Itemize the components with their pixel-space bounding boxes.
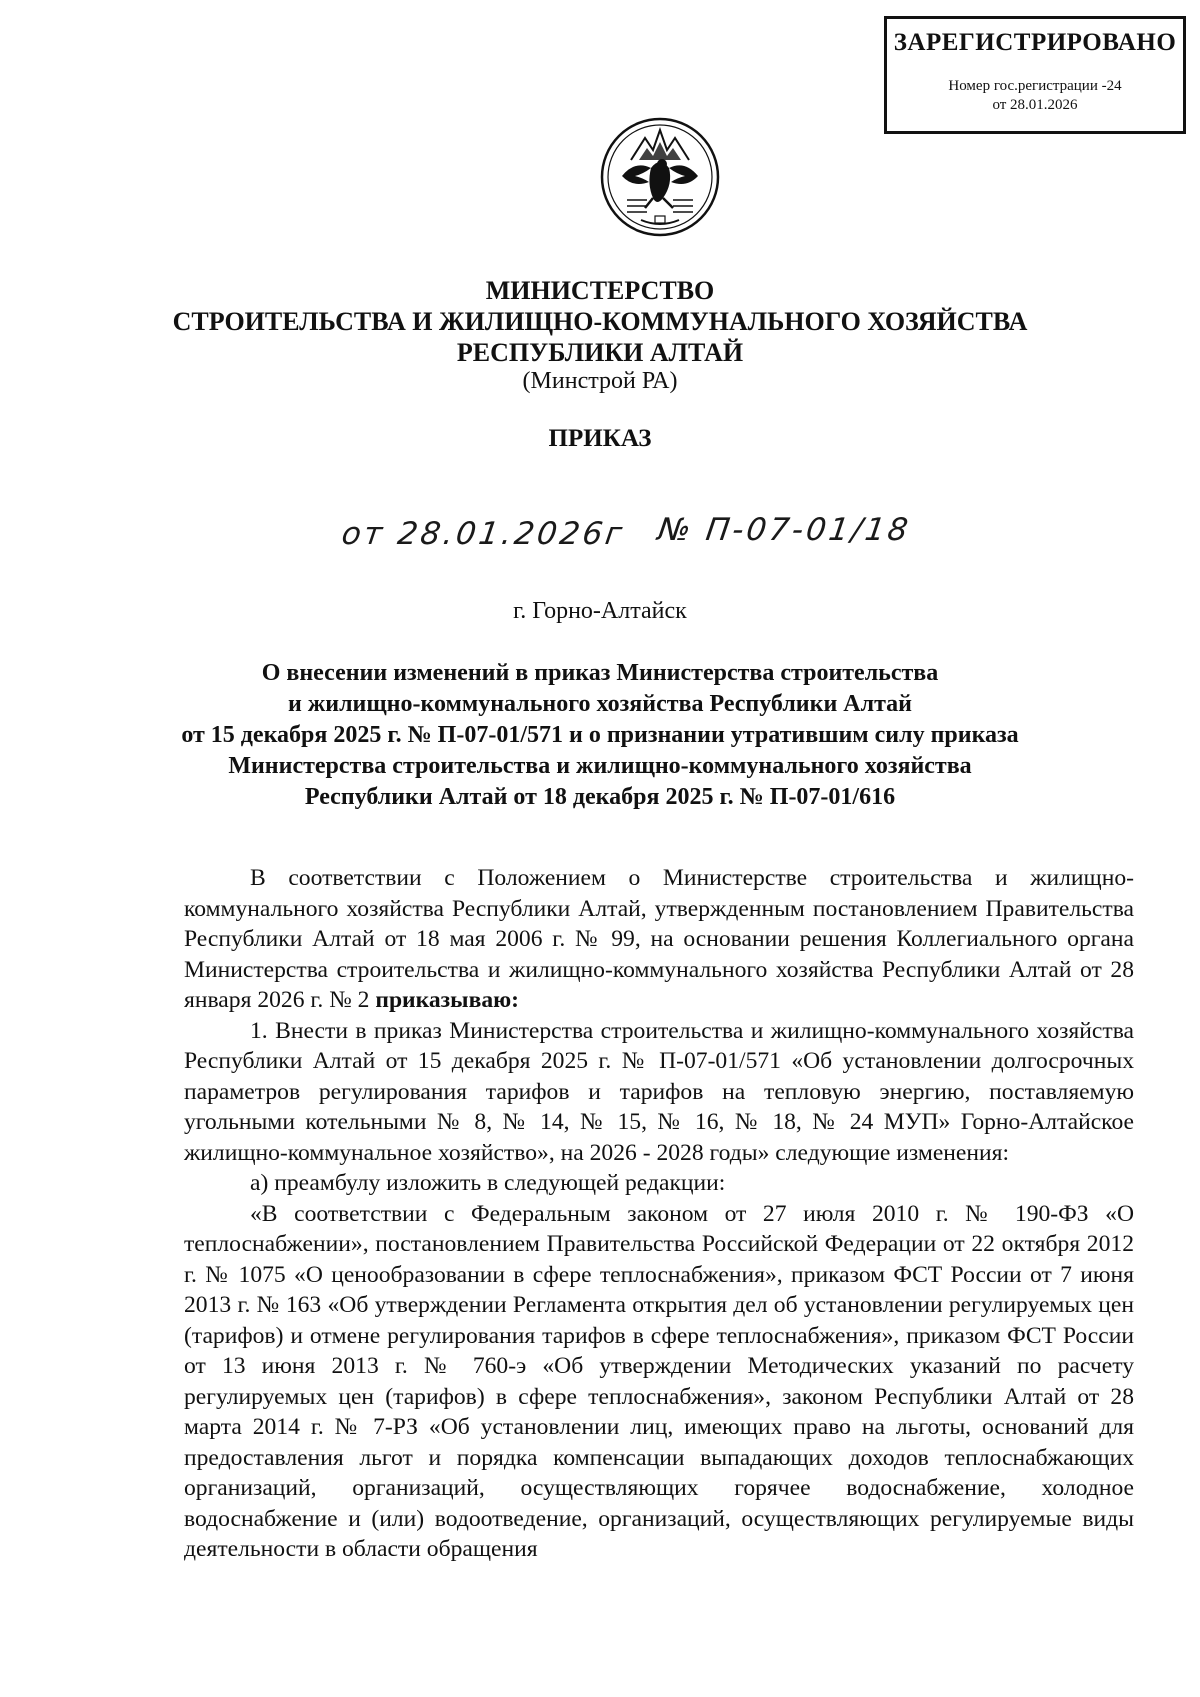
stamp-reg-date: от 28.01.2026 [992, 97, 1078, 113]
body-paragraph: а) преамбулу изложить в следующей редакции: [250, 1170, 726, 1196]
subject-line: и жилищно-коммунального хозяйства Республики Алтай [288, 691, 912, 717]
handwritten-date: от 28.01.2026г [339, 516, 628, 552]
stamp-reg-number: Номер гос.регистрации -24 [948, 78, 1122, 94]
body-paragraph [184, 863, 1134, 1016]
ministry-name [0, 275, 1200, 368]
ministry-line: СТРОИТЕЛЬСТВА И ЖИЛИЩНО-КОММУНАЛЬНОГО ХОЗЯЙСТВА [172, 307, 1028, 336]
subject-line: Республики Алтай от 18 декабря 2025 г. № П-07-01/616 [304, 784, 896, 810]
doc-type-title: ПРИКАЗ [548, 425, 652, 452]
subject-line: от 15 декабря 2025 г. № П-07-01/571 и о признании утратившим силу приказа [181, 722, 1019, 748]
altai-republic-emblem-icon [597, 112, 723, 242]
ministry-short-name: (Минстрой РА) [522, 368, 678, 394]
ministry-line: МИНИСТЕРСТВО [485, 276, 715, 305]
order-verb: приказываю: [375, 987, 520, 1013]
ministry-line: РЕСПУБЛИКИ АЛТАЙ [456, 338, 744, 367]
subject-line: Министерства строительства и жилищно-коммунального хозяйства [228, 753, 972, 779]
registration-stamp [884, 16, 1186, 134]
order-subject [0, 658, 1200, 813]
order-body [184, 863, 1134, 1565]
subject-line: О внесении изменений в приказ Министерства строительства [261, 660, 939, 686]
body-paragraph: «В соответствии с Федеральным законом от 27 июля 2010 г. № 190-ФЗ «О теплоснабжении», постановлением Правительства Российской Федерации от 22 октября 2012 г. № 1075 «О ценообразовании в сфере теплоснабжения», приказом ФСТ России от 7 июня 2013 г. № 163 «Об утверждении Регламента открытия дел об установлении регулируемых цен (тарифов) и отмене регулирования тарифов в сфере теплоснабжения», приказом ФСТ России от 13 июня 2013 г. № 760-э «Об утверждении Методических указаний по расчету регулируемых цен (тарифов) в сфере теплоснабжения», законом Республики Алтай от 28 марта 2014 г. № 7-РЗ «Об установлении лиц, имеющих право на льготы, оснований для предоставления льгот и порядка компенсации выпадающих доходов теплоснабжающих организаций, организаций, осуществляющих горячее водоснабжение, холодное водоснабжение и (или) водоотведение, организаций, осуществляющих регулируемые виды деятельности в области обращения [184, 1200, 1134, 1562]
city: г. Горно-Алтайск [513, 598, 687, 624]
preamble-text: В соответствии с Положением о Министерстве строительства и жилищно-коммунального хозяйства Республики Алтай, утвержденным постановлением Правительства Республики Алтай от 18 мая 2006 г. № 99, на основании решения Коллегиального органа Министерства строительства и жилищно-коммунального хозяйства Республики Алтай от 28 января 2026 г. № 2 [184, 865, 1134, 1013]
handwritten-number: № П-07-01/18 [655, 512, 914, 548]
stamp-title: ЗАРЕГИСТРИРОВАНО [893, 29, 1177, 56]
body-paragraph: 1. Внести в приказ Министерства строительства и жилищно-коммунального хозяйства Республики Алтай от 15 декабря 2025 г. № П-07-01/571 «Об установлении долгосрочных параметров регулирования тарифов и тарифов на тепловую энергию, поставляемую угольными котельными № 8, № 14, № 15, № 16, № 18, № 24 МУП» Горно-Алтайское жилищно-коммунальное хозяйство», на 2026 - 2028 годы» следующие изменения: [184, 1017, 1134, 1166]
